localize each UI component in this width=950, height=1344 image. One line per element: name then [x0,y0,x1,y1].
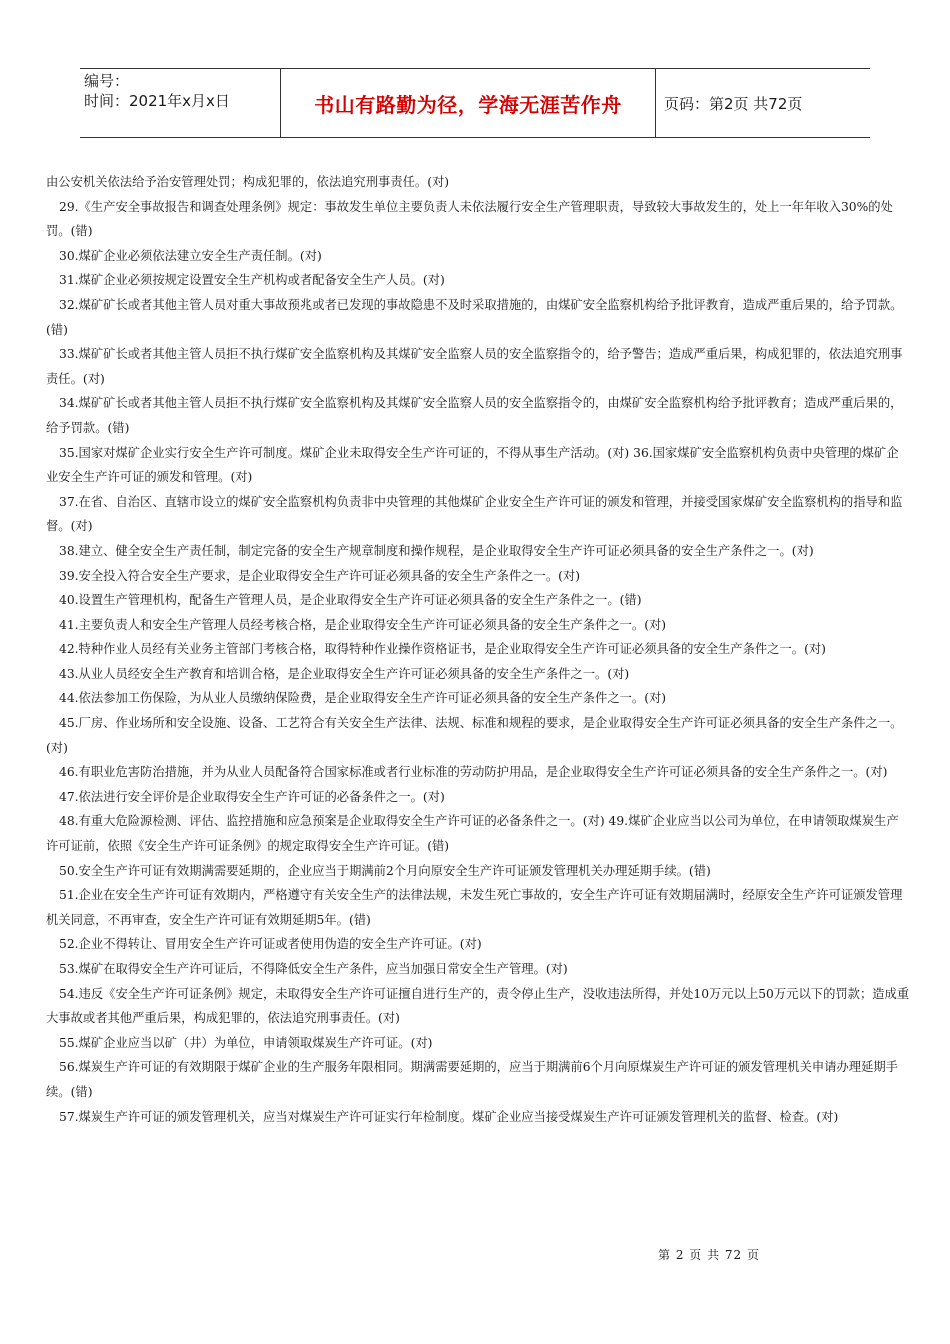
paragraph: 37.在省、自治区、直辖市设立的煤矿安全监察机构负责非中央管理的其他煤矿企业安全生产许可证的颁发和管理，并接受国家煤矿安全监察机构的指导和监督。(对) [46,494,903,534]
paragraph: 35.国家对煤矿企业实行安全生产许可制度。煤矿企业未取得安全生产许可证的，不得从事生产活动。(对) 36.国家煤矿安全监察机构负责中央管理的煤矿企业安全生产许可证的颁发和管理。(对) [46,445,899,485]
header-page-cell [656,69,870,137]
paragraph: 29.《生产安全事故报告和调查处理条例》规定：事故发生单位主要负责人未依法履行安全生产管理职责，导致较大事故发生的，处上一年年收入30%的处罚。(错) [46,199,893,239]
document-body [46,170,910,1129]
paragraph: 46.有职业危害防治措施，并为从业人员配备符合国家标准或者行业标准的劳动防护用品，是企业取得安全生产许可证必须具备的安全生产条件之一。(对) [59,765,888,780]
header-meta [80,69,280,137]
paragraph: 57.煤炭生产许可证的颁发管理机关，应当对煤炭生产许可证实行年检制度。煤矿企业应当接受煤炭生产许可证颁发管理机关的监督、检查。(对) [59,1109,839,1124]
paragraph: 41.主要负责人和安全生产管理人员经考核合格，是企业取得安全生产许可证必须具备的安全生产条件之一。(对) [59,617,667,632]
paragraph: 56.煤炭生产许可证的有效期限于煤矿企业的生产服务年限相同。期满需要延期的，应当于期满前6个月向原煤炭生产许可证的颁发管理机关申请办理延期手续。(错) [46,1060,898,1099]
paragraph: 48.有重大危险源检测、评估、监控措施和应急预案是企业取得安全生产许可证的必备条件之一。(对) 49.煤矿企业应当以公司为单位，在申请领取煤炭生产许可证前，依照《安全生产许可证条例》的规定取得安全生产许可证。(错) [46,814,899,854]
paragraph: 由公安机关依法给予治安管理处罚；构成犯罪的，依法追究刑事责任。(对) [46,175,450,189]
paragraph: 45.厂房、作业场所和安全设施、设备、工艺符合有关安全生产法律、法规、标准和规程的要求，是企业取得安全生产许可证必须具备的安全生产条件之一。(对) [46,716,903,755]
page-header [80,68,870,138]
paragraph: 52.企业不得转让、冒用安全生产许可证或者使用伪造的安全生产许可证。(对) [59,937,482,952]
footer-page-number: 第 2 页 共 72 页 [658,1248,760,1262]
paragraph: 51.企业在安全生产许可证有效期内，严格遵守有关安全生产的法律法规，未发生死亡事故的，安全生产许可证有效期届满时，经原安全生产许可证颁发管理机关同意，不再审查，安全生产许可证有效期延期5年。(错) [46,888,903,927]
paragraph: 40.设置生产管理机构，配备生产管理人员，是企业取得安全生产许可证必须具备的安全生产条件之一。(错) [59,593,642,608]
header-page-label: 页码：第2页 共72页 [664,94,803,113]
paragraph: 50.安全生产许可证有效期满需要延期的，企业应当于期满前2个月向原安全生产许可证颁发管理机关办理延期手续。(错) [59,863,711,878]
paragraph: 53.煤矿在取得安全生产许可证后，不得降低安全生产条件，应当加强日常安全生产管理。(对) [59,962,568,976]
page-footer [658,1246,760,1263]
paragraph: 34.煤矿矿长或者其他主管人员拒不执行煤矿安全监察机构及其煤矿安全监察人员的安全监察指令的，由煤矿安全监察机构给予批评教育；造成严重后果的，给予罚款。(错) [46,396,903,435]
paragraph: 47.依法进行安全评价是企业取得安全生产许可证的必备条件之一。(对) [59,789,445,804]
paragraph: 55.煤矿企业应当以矿（井）为单位，申请领取煤炭生产许可证。(对) [59,1035,433,1050]
paragraph: 39.安全投入符合安全生产要求，是企业取得安全生产许可证必须具备的安全生产条件之一。(对) [59,568,581,583]
paragraph: 31.煤矿企业必须按规定设置安全生产机构或者配备安全生产人员。(对) [59,273,445,288]
paragraph: 54.违反《安全生产许可证条例》规定，未取得安全生产许可证擅自进行生产的，责令停止生产，没收违法所得，并处10万元以上50万元以下的罚款；造成重大事故或者其他严重后果，构成犯罪的，依法追究刑事责任。(对) [46,986,910,1026]
document-time-label: 时间：2021年x月x日 [84,92,230,110]
paragraph: 33.煤矿矿长或者其他主管人员拒不执行煤矿安全监察机构及其煤矿安全监察人员的安全监察指令的，给予警告；造成严重后果，构成犯罪的，依法追究刑事责任。(对) [46,347,903,386]
paragraph: 43.从业人员经安全生产教育和培训合格，是企业取得安全生产许可证必须具备的安全生产条件之一。(对) [59,666,630,681]
header-motto: 书山有路勤为径，学海无涯苦作舟 [314,92,622,117]
paragraph: 44.依法参加工伤保险，为从业人员缴纳保险费，是企业取得安全生产许可证必须具备的安全生产条件之一。(对) [59,691,667,706]
header-motto-cell [280,69,656,137]
paragraph: 32.煤矿矿长或者其他主管人员对重大事故预兆或者已发现的事故隐患不及时采取措施的，由煤矿安全监察机构给予批评教育，造成严重后果的，给予罚款。(错) [46,297,903,337]
paragraph: 30.煤矿企业必须依法建立安全生产责任制。(对) [59,248,322,263]
paragraph: 42.特种作业人员经有关业务主管部门考核合格，取得特种作业操作资格证书，是企业取得安全生产许可证必须具备的安全生产条件之一。(对) [59,642,826,657]
paragraph: 38.建立、健全安全生产责任制，制定完备的安全生产规章制度和操作规程，是企业取得安全生产许可证必须具备的安全生产条件之一。(对) [59,543,814,558]
document-number-label: 编号： [84,72,130,90]
